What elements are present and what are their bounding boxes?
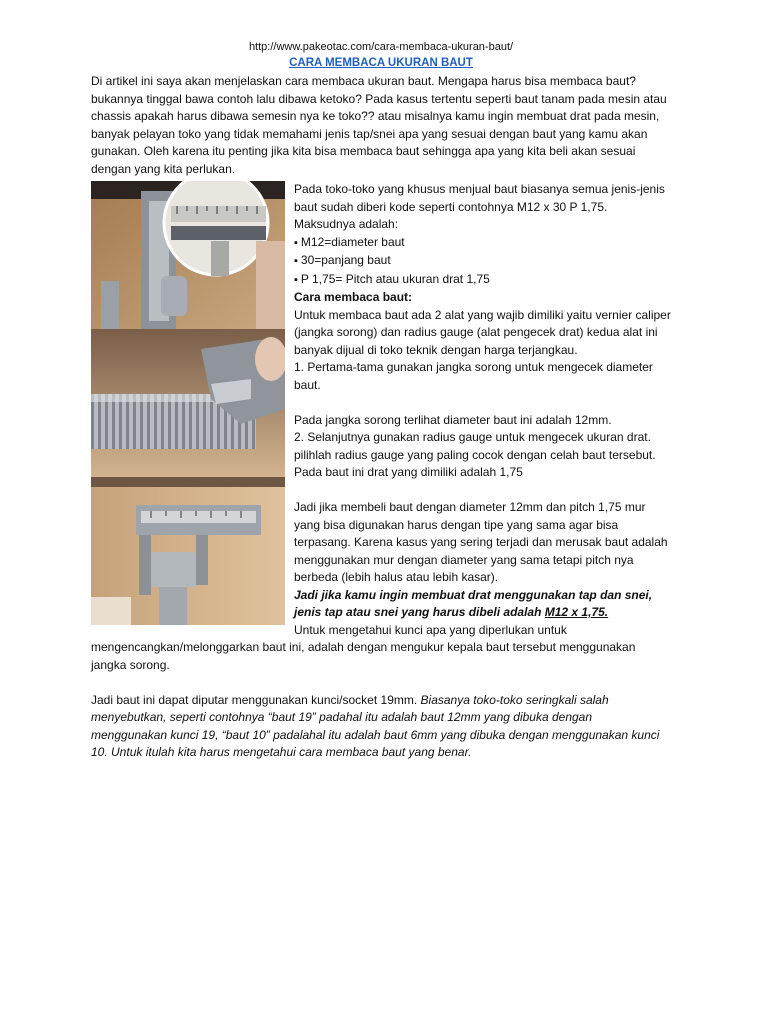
document-title[interactable]: CARA MEMBACA UKURAN BAUT [289,57,473,69]
bullet-diameter: ▪ M12=diameter baut [294,234,671,253]
paragraph-diameter-result: Pada jangka sorong terlihat diameter baut ini adalah 12mm. [294,412,612,427]
bullet-pitch: ▪ P 1,75= Pitch atau ukuran drat 1,75 [294,271,671,290]
photo-column [91,181,285,639]
paragraph-meaning: Maksudnya adalah: [294,217,399,231]
photo-caliper-closeup [91,181,285,329]
paragraph-nut-match: Jadi jika membeli baut dengan diameter 12mm dan pitch 1,75 mur yang bisa digunakan harus dengan tipe yang sama agar bisa terpasang. Karena kasus yang sering terjadi dan merusak baut adalah menggunakan mur dengan diameter yang sama tetapi pitch nya berbeda (lebih halus atau lebih kasar). [294,500,668,584]
photo-text-row [91,181,671,639]
socket-note: Biasanya toko-toko seringkali salah menyebutkan, seperti contohnya “baut 19” padahal itu adalah baut 12mm yang dibuka dengan menggunakan kunci 19, “baut 10” padalahal itu adalah baut 6mm yang dibuka dengan menggunakan kunci 10. Untuk itulah kita harus mengetahui cara membaca baut yang benar. [91,692,660,759]
paragraph-wrench-rest: mengencangkan/melonggarkan baut ini, adalah dengan mengukur kepala baut tersebut menggunakan jangka sorong. [91,640,636,672]
photo-caliper-bolt-head [91,477,285,625]
paragraph-wrench-start: Untuk mengetahui kunci apa yang diperlukan untuk [294,622,567,637]
paragraph-socket [91,692,671,762]
paragraph-codes: Pada toko-toko yang khusus menjual baut biasanya semua jenis-jenis baut sudah diberi kode seperti contohnya M12 x 30 P 1,75. [294,182,665,214]
socket-text: Jadi baut ini dapat diputar menggunakan kunci/socket 19mm. [91,692,421,707]
full-width-text [91,639,671,762]
source-url: http://www.pakeotac.com/cara-membaca-ukuran-baut/ [248,41,514,53]
section-heading: Cara membaca baut: [294,290,413,304]
tap-snei-code: M12 x 1,75. [544,605,609,619]
tap-snei-text: Jadi jika kamu ingin membuat drat menggunakan tap dan snei, jenis tap atau snei yang harus dibeli adalah [294,587,653,619]
intro-paragraph: Di artikel ini saya akan menjelaskan cara membaca ukuran baut. Mengapa harus bisa membaca baut? bukannya tinggal bawa contoh lalu dibawa ketoko? Pada kasus tertentu seperti baut tanam pada mesin atau chassis apakah harus dibawa semesin nya ke toko?? atau misalnya kamu ingin membuat drat pada mesin, banyak pelayan toko yang tidak memahami jenis tap/snei apa yang sesuai dengan baut yang kamu akan gunakan. Oleh karena itu penting jika kita bisa membaca baut sehingga apa yang kita beli akan sesuai dengan yang kita perlukan. [91,74,667,176]
photo-radius-gauge [91,329,285,477]
paragraph-step-2: 2. Selanjutnya gunakan radius gauge untuk mengecek ukuran drat. pilihlah radius gauge yang paling cocok dengan celah baut tersebut. Pada baut ini drat yang dimiliki adalah 1,75 [294,430,656,479]
side-text-column [294,181,671,639]
document-page [91,40,671,762]
paragraph-tap-snei [294,587,671,622]
bullet-length: ▪ 30=panjang baut [294,252,671,271]
paragraph-step-1: 1. Pertama-tama gunakan jangka sorong untuk mengecek diameter baut. [294,360,653,392]
paragraph-tools: Untuk membaca baut ada 2 alat yang wajib dimiliki yaitu vernier caliper (jangka sorong) dan radius gauge (alat pengecek drat) kedua alat ini banyak dijual di toko teknik dengan harga terjangkau. [294,307,671,357]
